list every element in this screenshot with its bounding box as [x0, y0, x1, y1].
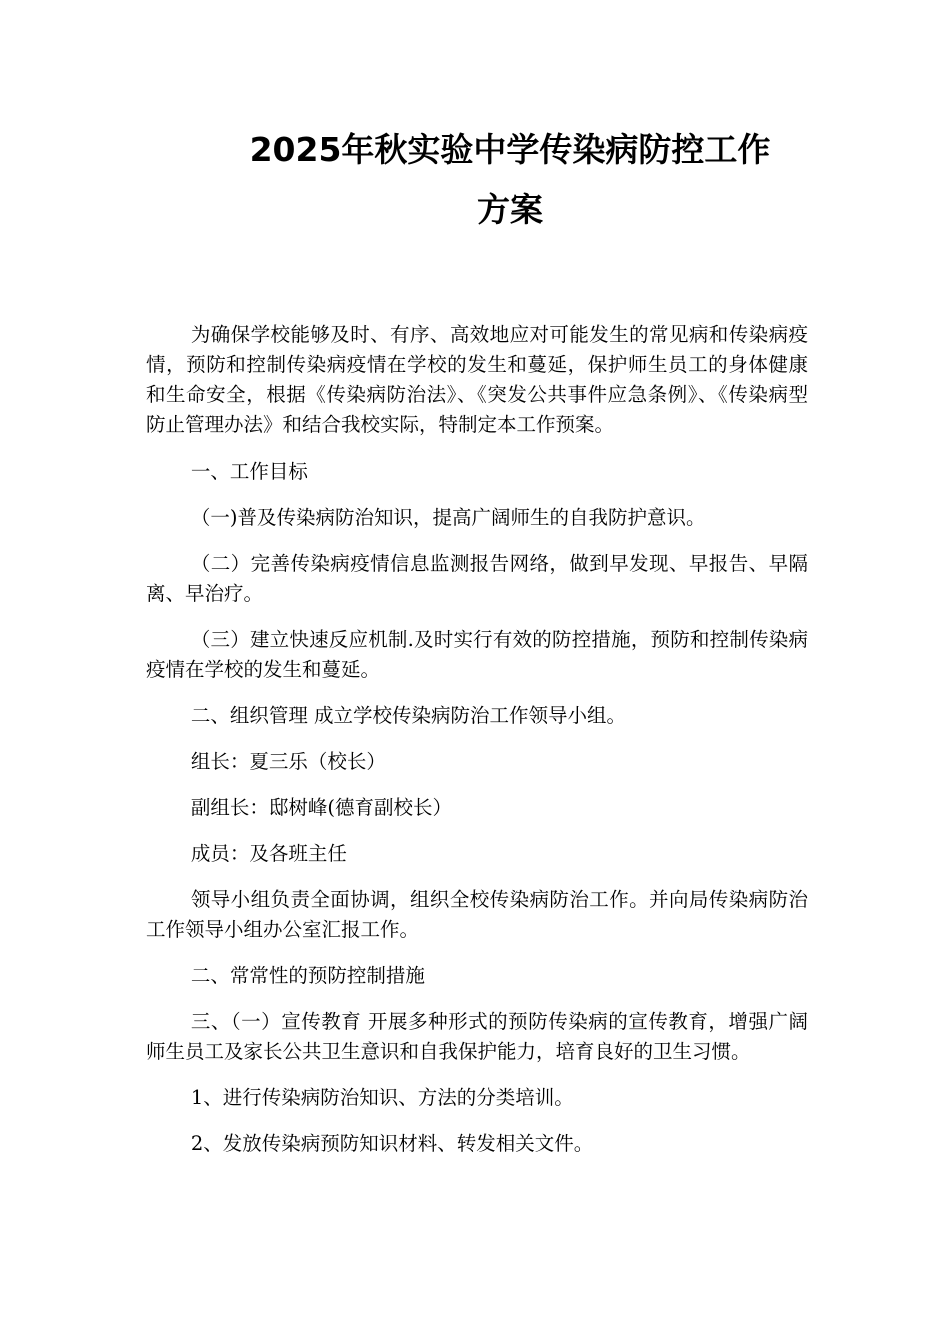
title-line-2: 方案	[477, 190, 543, 229]
deputy-leader-line: 副组长：邸树峰(德育副校长）	[190, 796, 452, 819]
measure-item-1: 1、进行传染病防治知识、方法的分类培训。	[190, 1086, 574, 1109]
goal-item-1: （一)普及传染病防治知识，提高广阔师生的自我防护意识。	[190, 506, 706, 529]
intro-paragraph: 为确保学校能够及时、有序、高效地应对可能发生的常见病和传染病疫情，预防和控制传染病疫情在学校的发生和蔓延，保护师生员工的身体健康和生命安全，根据《传染病防治法》、《突发公共事件应急条例》、《传染病型防止管理办法》和结合我校实际，特制定本工作预案。	[146, 323, 808, 436]
members-line: 成员：及各班主任	[190, 842, 347, 865]
title-line-1: 2025年秋实验中学传染病防控工作	[249, 130, 771, 169]
section-heading-goals: 一、工作目标	[190, 460, 308, 483]
section-heading-measures: 二、常常性的预防控制措施	[190, 964, 425, 987]
leader-line: 组长：夏三乐（校长）	[190, 750, 386, 773]
document-title	[200, 120, 820, 240]
goal-item-2: （二）完善传染病疫情信息监测报告网络，做到早发现、早报告、早隔离、早治疗。	[146, 552, 808, 605]
leadership-duty-paragraph: 领导小组负责全面协调，组织全校传染病防治工作。并向局传染病防治工作领导小组办公室汇报工作。	[146, 888, 808, 941]
section-heading-organization: 二、组织管理 成立学校传染病防治工作领导小组。	[190, 704, 627, 727]
education-paragraph: 三、（一）宣传教育 开展多种形式的预防传染病的宣传教育，增强广阔师生员工及家长公共卫生意识和自我保护能力，培育良好的卫生习惯。	[146, 1010, 808, 1063]
document-body	[146, 320, 808, 1175]
goal-item-3: （三）建立快速反应机制.及时实行有效的防控措施，预防和控制传染病疫情在学校的发生和蔓延。	[146, 628, 808, 681]
measure-item-2: 2、发放传染病预防知识材料、转发相关文件。	[190, 1132, 594, 1155]
